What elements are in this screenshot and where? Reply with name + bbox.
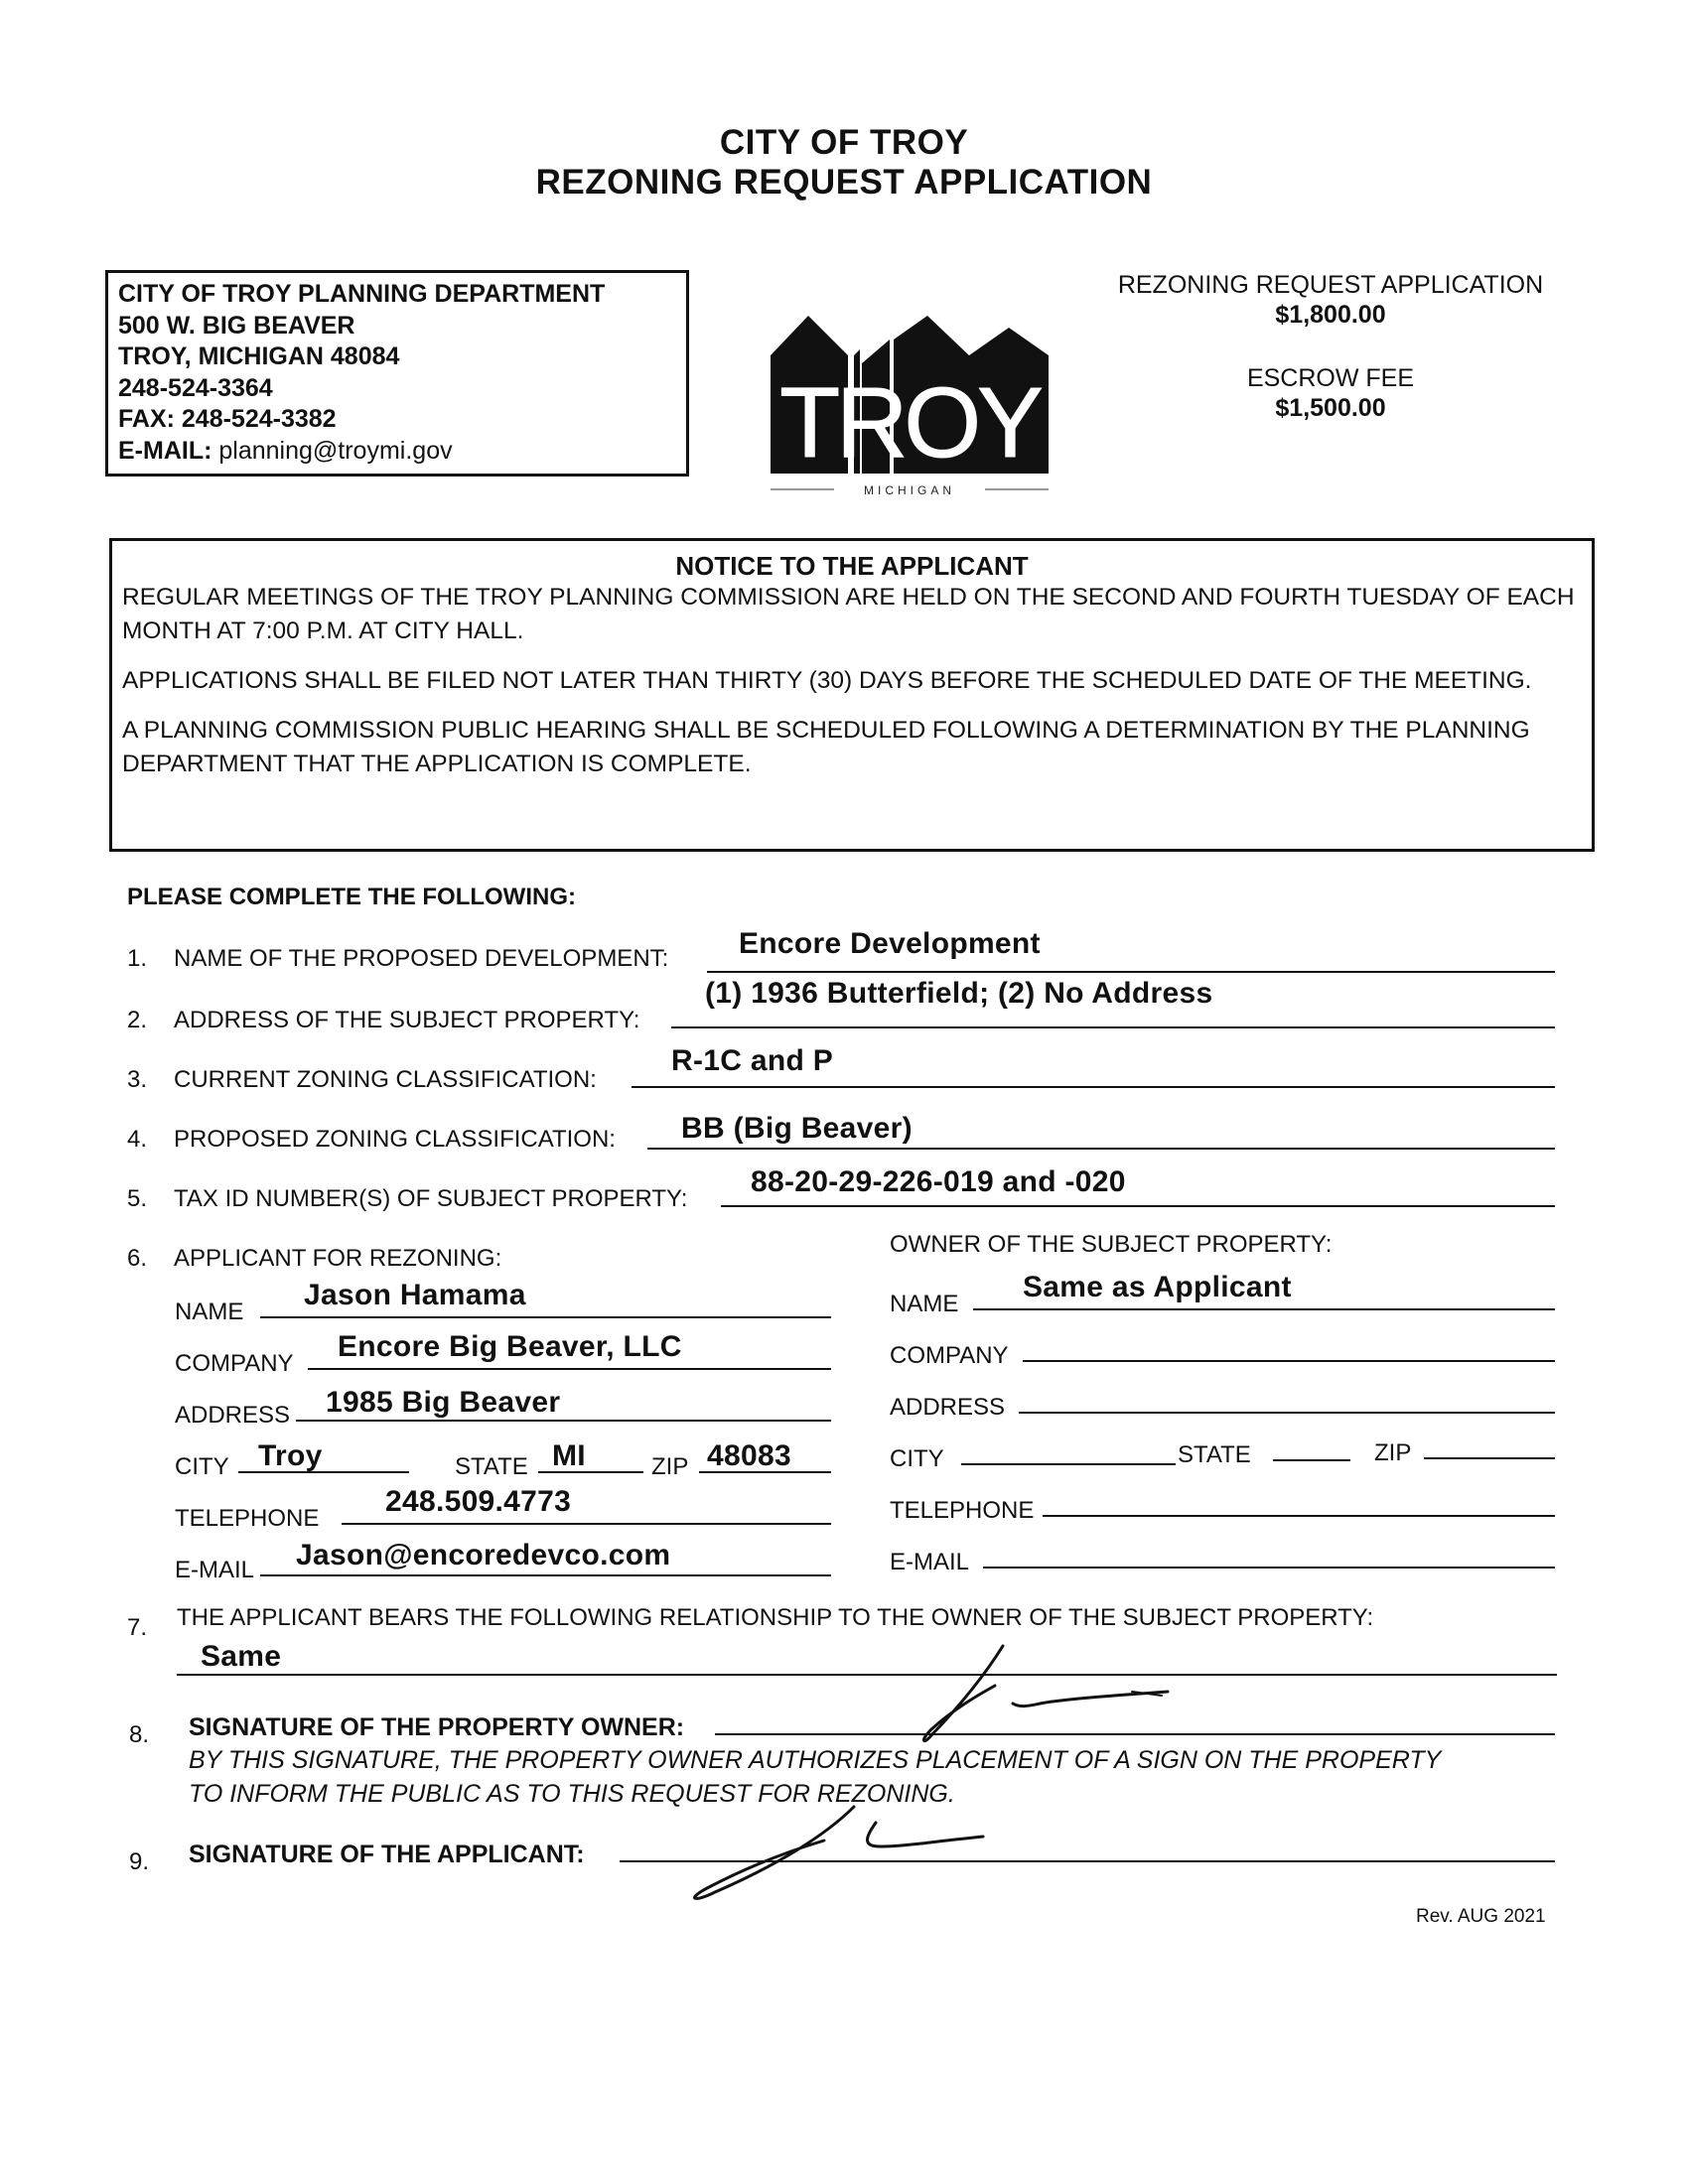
department-contact-box — [105, 270, 689, 477]
form-title-line1: CITY OF TROY — [719, 123, 969, 162]
department-email-row — [118, 436, 676, 468]
department-phone: 248-524-3364 — [118, 373, 273, 402]
applicant-heading: APPLICANT FOR REZONING: — [174, 1245, 502, 1272]
q6-number: 6. — [127, 1245, 148, 1272]
application-fee-amount: $1,800.00 — [1275, 301, 1386, 329]
applicant-company-field[interactable]: Encore Big Beaver, LLC — [338, 1330, 682, 1363]
q2-label: ADDRESS OF THE SUBJECT PROPERTY: — [174, 1007, 640, 1033]
revision-note: Rev. AUG 2021 — [1416, 1906, 1546, 1927]
troy-logo-wordmark: TROY — [779, 367, 1040, 478]
q5-number: 5. — [127, 1185, 148, 1212]
form-instructions: PLEASE COMPLETE THE FOLLOWING: — [127, 884, 576, 910]
applicant-address-label: ADDRESS — [175, 1402, 291, 1429]
q1-label: NAME OF THE PROPOSED DEVELOPMENT: — [174, 945, 669, 972]
applicant-signature-label: SIGNATURE OF THE APPLICANT: — [189, 1841, 585, 1868]
applicant-state-label: STATE — [455, 1453, 528, 1480]
owner-signature-label: SIGNATURE OF THE PROPERTY OWNER: — [189, 1713, 685, 1741]
q7-number: 7. — [127, 1614, 148, 1641]
development-name-field[interactable]: Encore Development — [739, 927, 1041, 960]
owner-email-field[interactable] — [983, 1567, 1555, 1569]
owner-company-field[interactable] — [1023, 1360, 1555, 1362]
applicant-company-underline — [308, 1368, 831, 1370]
owner-city-label: CITY — [890, 1445, 944, 1472]
owner-city-field[interactable] — [961, 1463, 1176, 1465]
applicant-city-field[interactable]: Troy — [258, 1439, 323, 1472]
owner-telephone-field[interactable] — [1043, 1515, 1555, 1517]
form-title-line2: REZONING REQUEST APPLICATION — [535, 163, 1153, 202]
owner-email-label: E-MAIL — [890, 1549, 970, 1575]
q9-number: 9. — [129, 1848, 150, 1875]
q4-underline — [647, 1148, 1555, 1150]
applicant-signature-image — [655, 1797, 1013, 1916]
q3-number: 3. — [127, 1066, 148, 1093]
notice-paragraph-hearing: A PLANNING COMMISSION PUBLIC HEARING SHALL BE SCHEDULED FOLLOWING A DETERMINATION BY THE PLANNING DEPARTMENT THAT THE APPLICATION IS COMPLETE. — [122, 717, 1530, 777]
owner-company-label: COMPANY — [890, 1342, 1009, 1369]
owner-name-field[interactable]: Same as Applicant — [1023, 1271, 1292, 1303]
applicant-name-field[interactable]: Jason Hamama — [304, 1279, 526, 1311]
current-zoning-field[interactable]: R-1C and P — [671, 1044, 834, 1077]
q8-number: 8. — [129, 1721, 150, 1748]
applicant-telephone-underline — [342, 1523, 831, 1525]
department-name: CITY OF TROY PLANNING DEPARTMENT — [118, 280, 606, 308]
applicant-email-field[interactable]: Jason@encoredevco.com — [296, 1539, 671, 1571]
owner-name-label: NAME — [890, 1291, 959, 1317]
relationship-field[interactable]: Same — [201, 1640, 282, 1673]
applicant-email-underline — [260, 1574, 831, 1576]
sign-authorization-note-line1: BY THIS SIGNATURE, THE PROPERTY OWNER AUTHORIZES PLACEMENT OF A SIGN ON THE PROPERTY — [189, 1746, 1442, 1774]
q4-label: PROPOSED ZONING CLASSIFICATION: — [174, 1126, 616, 1153]
owner-name-underline — [973, 1308, 1555, 1310]
troy-logo-graphic — [771, 310, 1049, 504]
escrow-fee-block — [1092, 363, 1569, 423]
applicant-email-label: E-MAIL — [175, 1557, 255, 1583]
owner-zip-field[interactable] — [1424, 1457, 1555, 1459]
applicant-zip-field[interactable]: 48083 — [707, 1439, 791, 1472]
owner-signature-image — [854, 1638, 1192, 1767]
notice-paragraph-meetings: REGULAR MEETINGS OF THE TROY PLANNING COMMISSION ARE HELD ON THE SECOND AND FOURTH TUESDAY OF EACH MONTH AT 7:00 P.M. AT CITY HALL. — [122, 584, 1575, 644]
applicant-city-label: CITY — [175, 1453, 229, 1480]
q5-label: TAX ID NUMBER(S) OF SUBJECT PROPERTY: — [174, 1185, 688, 1212]
owner-state-label: STATE — [1178, 1441, 1251, 1468]
q7-label: THE APPLICANT BEARS THE FOLLOWING RELATIONSHIP TO THE OWNER OF THE SUBJECT PROPERTY: — [177, 1604, 1374, 1631]
applicant-address-underline — [296, 1420, 831, 1422]
q1-underline — [707, 971, 1555, 973]
applicant-telephone-field[interactable]: 248.509.4773 — [385, 1485, 572, 1518]
troy-logo-michigan: MICHIGAN — [864, 483, 955, 497]
owner-zip-label: ZIP — [1374, 1439, 1412, 1466]
applicant-name-underline — [260, 1316, 831, 1318]
applicant-company-label: COMPANY — [175, 1350, 294, 1377]
property-address-field[interactable]: (1) 1936 Butterfield; (2) No Address — [705, 977, 1213, 1010]
applicant-state-field[interactable]: MI — [552, 1439, 586, 1472]
proposed-zoning-field[interactable]: BB (Big Beaver) — [681, 1112, 913, 1145]
application-fee-label: REZONING REQUEST APPLICATION — [1117, 271, 1544, 299]
owner-state-field[interactable] — [1273, 1459, 1350, 1461]
q1-number: 1. — [127, 945, 148, 972]
q4-number: 4. — [127, 1126, 148, 1153]
applicant-address-field[interactable]: 1985 Big Beaver — [326, 1386, 561, 1419]
tax-id-field[interactable]: 88-20-29-226-019 and -020 — [751, 1165, 1126, 1198]
department-email-link[interactable]: planning@troymi.gov — [218, 436, 453, 465]
department-email-label: E-MAIL: — [118, 436, 212, 465]
owner-address-label: ADDRESS — [890, 1394, 1006, 1421]
department-fax: FAX: 248-524-3382 — [118, 405, 337, 433]
owner-address-field[interactable] — [1019, 1412, 1555, 1414]
escrow-fee-label: ESCROW FEE — [1246, 364, 1415, 392]
q5-underline — [721, 1205, 1555, 1207]
notice-to-applicant-box — [109, 538, 1595, 852]
troy-logo — [771, 310, 1049, 504]
applicant-name-label: NAME — [175, 1298, 244, 1325]
notice-heading: NOTICE TO THE APPLICANT — [675, 551, 1029, 581]
applicant-zip-label: ZIP — [651, 1453, 689, 1480]
q2-underline — [671, 1026, 1555, 1028]
owner-telephone-label: TELEPHONE — [890, 1497, 1035, 1524]
q3-label: CURRENT ZONING CLASSIFICATION: — [174, 1066, 597, 1093]
applicant-telephone-label: TELEPHONE — [175, 1505, 320, 1532]
sign-authorization-note-line2: TO INFORM THE PUBLIC AS TO THIS REQUEST FOR REZONING. — [189, 1780, 955, 1808]
q2-number: 2. — [127, 1007, 148, 1033]
owner-heading: OWNER OF THE SUBJECT PROPERTY: — [890, 1231, 1333, 1258]
department-street: 500 W. BIG BEAVER — [118, 311, 355, 340]
escrow-fee-amount: $1,500.00 — [1275, 394, 1386, 422]
notice-paragraph-deadline: APPLICATIONS SHALL BE FILED NOT LATER THAN THIRTY (30) DAYS BEFORE THE SCHEDULED DATE OF THE MEETING. — [122, 667, 1532, 694]
q3-underline — [632, 1086, 1555, 1088]
department-city: TROY, MICHIGAN 48084 — [118, 342, 400, 370]
application-fee-block — [1092, 270, 1569, 330]
